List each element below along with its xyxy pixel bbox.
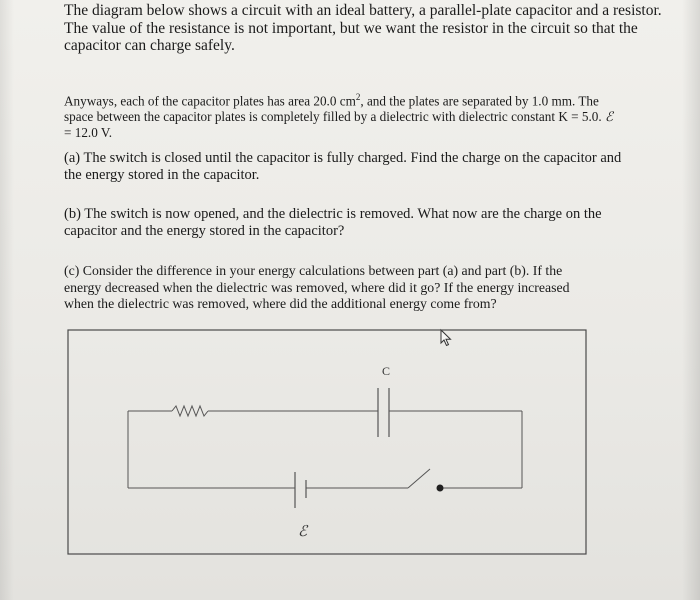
part-a-paragraph <box>64 150 680 184</box>
part-c-line-1: (c) Consider the difference in your energy calculations between part (a) and part (b). If the <box>64 263 563 278</box>
switch-contact <box>437 485 444 492</box>
part-c-paragraph <box>64 263 664 313</box>
setup-superscript: 2 <box>355 92 361 102</box>
resistor <box>172 406 208 416</box>
part-a-line-1: (a) The switch is closed until the capacitor is fully charged. Find the charge on the capacitor and <box>64 150 622 166</box>
setup-paragraph <box>64 89 672 141</box>
part-a-line-2: the energy stored in the capacitor. <box>64 167 260 183</box>
switch-arm <box>408 469 430 488</box>
circuit-diagram <box>60 322 600 572</box>
intro-line-2: The value of the resistance is not important, but we want the resistor in the circuit so that the <box>64 19 638 37</box>
setup-emf-symbol: ℰ <box>604 109 613 125</box>
battery-label: ℰ <box>298 524 308 540</box>
part-b-line-2: capacitor and the energy stored in the capacitor? <box>64 223 345 239</box>
part-b-paragraph <box>64 206 664 240</box>
page-shadow-left <box>0 0 14 600</box>
setup-line-3: = 12.0 V. <box>64 125 112 141</box>
setup-line-1a: Anyways, each of the capacitor plates has area 20.0 cm <box>64 93 356 109</box>
intro-line-3: capacitor can charge safely. <box>64 37 235 54</box>
diagram-frame <box>68 330 586 554</box>
part-c-line-3: when the dielectric was removed, where did the additional energy come from? <box>64 296 497 311</box>
intro-line-1: The diagram below shows a circuit with an ideal battery, a parallel-plate capacitor and a resistor. <box>64 2 662 19</box>
page-shadow-right <box>682 0 700 600</box>
capacitor-label: C <box>382 364 391 378</box>
intro-paragraph <box>64 2 684 55</box>
setup-line-2: space between the capacitor plates is completely filled by a dielectric with dielectric constant K = 5.0. <box>64 109 602 125</box>
part-b-line-1: (b) The switch is now opened, and the dielectric is removed. What now are the charge on the <box>64 206 602 222</box>
setup-line-1b: , and the plates are separated by 1.0 mm. The <box>360 93 599 109</box>
part-c-line-2: energy decreased when the dielectric was removed, where did it go? If the energy increased <box>64 279 570 295</box>
